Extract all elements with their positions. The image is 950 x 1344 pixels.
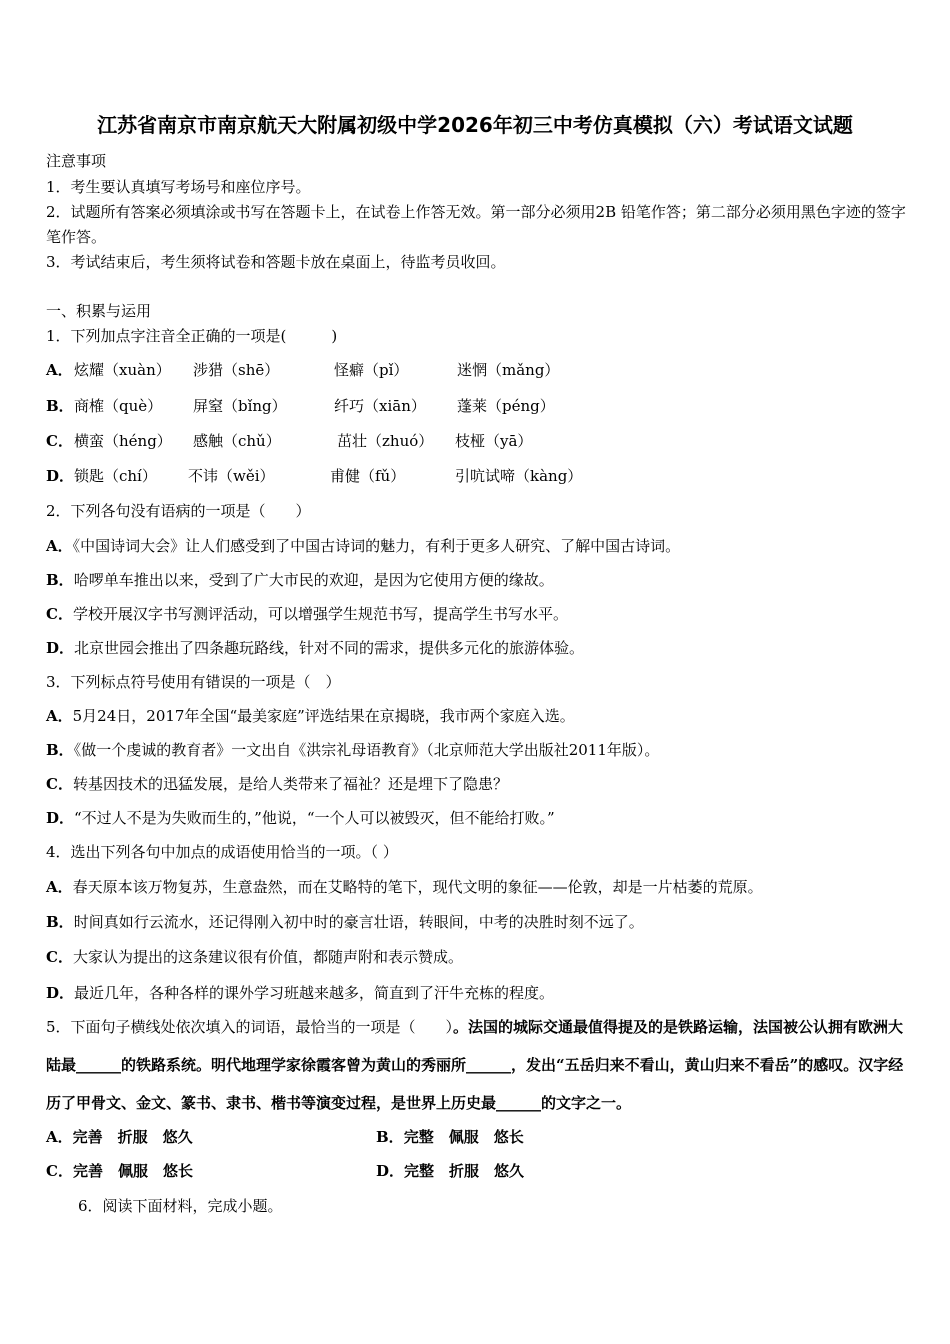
question-4-stem: 4．选出下列各句中加点的成语使用恰当的一项。（ ） (46, 843, 398, 861)
option-label: B． (46, 913, 74, 931)
option-text: 完善 佩服 悠长 (72, 1162, 193, 1180)
option-label: D． (46, 467, 75, 485)
option-label: B． (46, 397, 74, 415)
option-word: 不讳（wěi） (188, 467, 275, 485)
option-label: C． (46, 605, 73, 623)
option-text: 完善 折服 悠久 (72, 1128, 193, 1146)
option-text: 《中国诗词大会》让人们感受到了中国古诗词的魅力，有利于更多人研究、了解中国古诗词。 (72, 537, 681, 555)
option-label: D． (46, 809, 75, 827)
option-word: 引吭试啼（kàng） (455, 467, 583, 485)
option-word: 蓬莱（péng） (457, 397, 555, 415)
option-text: 学校开展汉字书写测评活动，可以增强学生规范书写，提高学生书写水平。 (72, 605, 568, 623)
notice-item: 1．考生要认真填写考场号和座位序号。 (46, 178, 311, 196)
page-title: 江苏省南京市南京航天大附属初级中学2026年初三中考仿真模拟（六）考试语文试题 (97, 113, 853, 137)
option-word: 怪癖（pǐ） (334, 361, 409, 379)
option-text: 春天原本该万物复苏，生意盎然，而在艾略特的笔下，现代文明的象征——伦敦，却是一片枯萎的荒原。 (72, 878, 763, 896)
option-label: C． (46, 432, 73, 450)
option-word: 纤巧（xiān） (334, 397, 426, 415)
option-text: 《做一个虔诚的教育者》一文出自《洪宗礼母语教育》（北京师范大学出版社2011年版）。 (73, 741, 660, 759)
notice-heading: 注意事项 (46, 152, 107, 170)
option-text: 最近几年，各种各样的课外学习班越来越多，简直到了汗牛充栋的程度。 (74, 984, 555, 1002)
option-label: A． (46, 537, 73, 555)
option-text: 完整 佩服 悠长 (403, 1128, 524, 1146)
question-5-stem (46, 1008, 906, 1122)
option-label: C． (46, 775, 73, 793)
option-text: “不过人不是为失败而生的，”他说，“一个人可以被毁灭，但不能给打败。” (74, 809, 555, 827)
option-label: C． (46, 1162, 73, 1180)
question-2-stem: 2．下列各句没有语病的一项是（ ） (46, 502, 311, 520)
section-heading: 一、积累与运用 (46, 302, 152, 320)
option-word: 屏窒（bǐng） (193, 397, 287, 415)
option-text: 北京世园会推出了四条趣玩路线，针对不同的需求，提供多元化的旅游体验。 (74, 639, 585, 657)
question-5-prefix: 5．下面句子横线处依次填入的词语，最恰当的一项是（ ） (46, 1018, 454, 1036)
notice-item: 3．考试结束后，考生须将试卷和答题卡放在桌面上，待监考员收回。 (46, 253, 506, 271)
option-label: A． (46, 361, 73, 379)
question-1-stem: 1．下列加点字注音全正确的一项是( ) (46, 327, 338, 345)
option-label: B． (376, 1128, 404, 1146)
option-text: 完整 折服 悠久 (404, 1162, 525, 1180)
option-word: 感触（chǔ） (193, 432, 281, 450)
option-label: C． (46, 948, 73, 966)
question-6-stem: 6．阅读下面材料，完成小题。 (78, 1197, 283, 1215)
option-label: B． (46, 571, 74, 589)
option-text: 时间真如行云流水，还记得刚入初中时的豪言壮语，转眼间，中考的决胜时刻不远了。 (73, 913, 644, 931)
option-text: 转基因技术的迅猛发展，是给人类带来了福祉？还是埋下了隐患？ (72, 775, 508, 793)
option-label: D． (46, 984, 75, 1002)
option-label: A． (46, 1128, 73, 1146)
option-label: D． (376, 1162, 405, 1180)
option-word: 涉猎（shē） (193, 361, 280, 379)
option-label: B． (46, 741, 74, 759)
option-text: 5月24日，2017年全国“最美家庭”评选结果在京揭晓，我市两个家庭入选。 (72, 707, 575, 725)
option-label: A． (46, 878, 73, 896)
option-word: 甫健（fǔ） (330, 467, 406, 485)
option-word: 炫耀（xuàn） (74, 361, 171, 379)
option-text: 哈啰单车推出以来，受到了广大市民的欢迎，是因为它使用方便的缘故。 (73, 571, 554, 589)
option-word: 横蛮（héng） (74, 432, 172, 450)
option-word: 锁匙（chí） (74, 467, 157, 485)
option-label: D． (46, 639, 75, 657)
option-word: 商榷（què） (74, 397, 163, 415)
option-word: 迷惘（mǎng） (457, 361, 560, 379)
option-word: 茁壮（zhuó） (337, 432, 434, 450)
option-text: 大家认为提出的这条建议很有价值，都随声附和表示赞成。 (72, 948, 463, 966)
option-word: 枝桠（yā） (455, 432, 533, 450)
notice-item: 2．试题所有答案必须填涂或书写在答题卡上，在试卷上作答无效。第一部分必须用2B 铅笔作答；第二部分必须用黑色字迹的签字笔作答。 (46, 203, 906, 246)
question-5-body: 。法国的城际交通最值得提及的是铁路运输，法国被公认拥有欧洲大陆最______的铁路系统。明代地理学家徐霞客曾为黄山的秀丽所______，发出“五岳归来不看山，黄山归来不看岳”的感叹。汉字经历了甲骨文、金文、篆书、隶书、楷书等演变过程，是世界上历史最______的文字之一。 (46, 1018, 904, 1112)
option-label: A． (46, 707, 73, 725)
question-3-stem: 3．下列标点符号使用有错误的一项是（ ） (46, 673, 341, 691)
